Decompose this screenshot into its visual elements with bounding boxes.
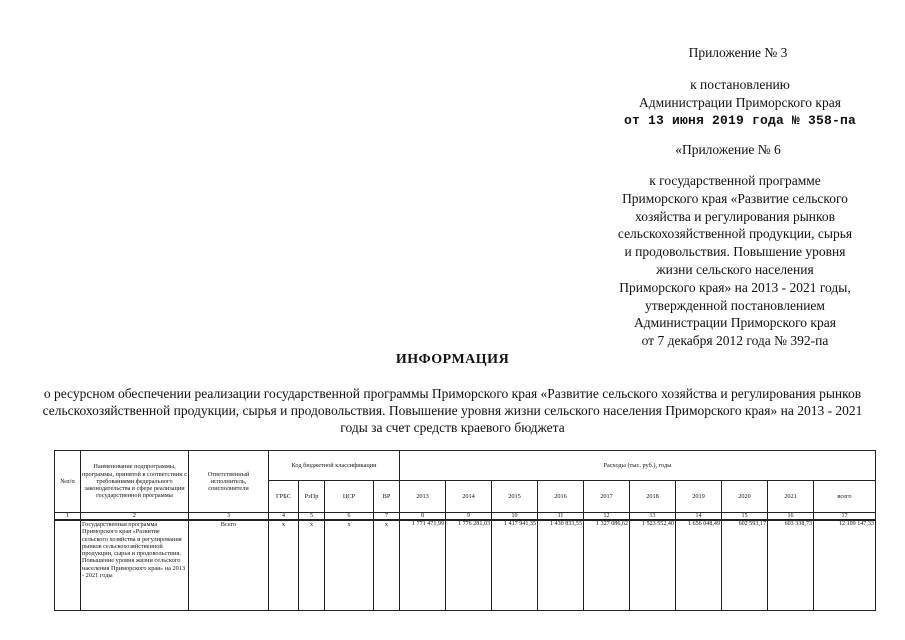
head-year: 2016 xyxy=(538,481,584,513)
col-number: 11 xyxy=(538,513,584,521)
head-year: 2018 xyxy=(630,481,676,513)
row-value: 1 771 471,99 xyxy=(400,520,446,610)
col-number: 12 xyxy=(584,513,630,521)
row-value: 1 523 552,40 xyxy=(630,520,676,610)
program-line: утвержденной постановлением xyxy=(645,297,825,313)
resolution-ref xyxy=(600,76,880,130)
to-resolution-line: к постановлению xyxy=(690,77,790,92)
column-numbers-row xyxy=(55,513,876,521)
head-budget-code: Код бюджетной классификации xyxy=(269,451,400,481)
head-code-csr: ЦСР xyxy=(325,481,374,513)
row-value: 1 430 833,55 xyxy=(538,520,584,610)
head-code-rzpr: РзПр xyxy=(299,481,325,513)
head-year: 2020 xyxy=(722,481,768,513)
administration-line: Администрации Приморского края xyxy=(639,95,841,110)
program-line: сельскохозяйственной продукции, сырья xyxy=(617,226,853,242)
row-value: 1 327 086,62 xyxy=(584,520,630,610)
head-year: 2017 xyxy=(584,481,630,513)
row-code: х xyxy=(269,520,299,610)
row-value: 602 593,17 xyxy=(722,520,768,610)
appendix-label: Приложение № 3 xyxy=(688,45,788,60)
head-year: 2015 xyxy=(492,481,538,513)
head-name: Наименование подпрограммы, программы, принятой в соответствии с требованиями федерального законодательства в сфере реализации государственной программы xyxy=(81,451,189,513)
col-number: 9 xyxy=(446,513,492,521)
program-line: Приморского края «Развитие сельского xyxy=(622,190,848,206)
col-number: 4 xyxy=(269,513,299,521)
col-number: 8 xyxy=(400,513,446,521)
col-number: 15 xyxy=(722,513,768,521)
row-value: 603 338,73 xyxy=(768,520,814,610)
col-number: 6 xyxy=(325,513,374,521)
table-row xyxy=(55,520,876,610)
head-year: 2013 xyxy=(400,481,446,513)
program-line: Администрации Приморского края xyxy=(634,315,836,331)
head-code-grbs: ГРБС xyxy=(269,481,299,513)
col-number: 14 xyxy=(676,513,722,521)
row-num xyxy=(55,520,81,610)
row-value: 1 776 281,03 xyxy=(446,520,492,610)
col-number: 13 xyxy=(630,513,676,521)
col-number: 1 xyxy=(55,513,81,521)
date-number-line: от 13 июня 2019 года № 358-па xyxy=(623,113,857,128)
col-number: 7 xyxy=(374,513,400,521)
program-line: Приморского края» на 2013 - 2021 годы, xyxy=(619,279,851,295)
document-subtitle: о ресурсном обеспечении реализации государственной программы Приморского края «Развитие сельского хозяйства и регулирования рынков сельскохозяйственной продукции, сырья и продовольствия. Повышение уровня жизни сельского населения Приморского края» на 2013 - 2021 годы за счет средств краевого бюджета xyxy=(42,386,863,435)
row-total: 12 109 147,33 xyxy=(814,520,876,610)
head-year: 2019 xyxy=(676,481,722,513)
program-reference xyxy=(594,172,876,350)
program-line: и продовольствия. Повышение уровня xyxy=(624,244,846,260)
col-number: 17 xyxy=(814,513,876,521)
row-code: х xyxy=(299,520,325,610)
col-number: 3 xyxy=(189,513,269,521)
program-line: к государственной программе xyxy=(649,173,821,188)
head-num: №п/п xyxy=(55,451,81,513)
head-total: всего xyxy=(814,481,876,513)
head-code-vr: ВР xyxy=(374,481,400,513)
row-executor: Всего xyxy=(189,520,269,610)
document-title: ИНФОРМАЦИЯ xyxy=(395,352,510,367)
row-value: 1 417 941,35 xyxy=(492,520,538,610)
col-number: 5 xyxy=(299,513,325,521)
row-value: 1 656 048,49 xyxy=(676,520,722,610)
head-executor: Ответственный исполнитель, соисполнители xyxy=(189,451,269,513)
program-line: жизни сельского населения xyxy=(656,261,814,277)
col-number: 2 xyxy=(81,513,189,521)
resource-table xyxy=(54,450,876,611)
program-line: от 7 декабря 2012 года № 392-па xyxy=(641,333,829,349)
program-line: хозяйства и регулирования рынков xyxy=(635,208,835,224)
row-code: х xyxy=(325,520,374,610)
appendix6-label: «Приложение № 6 xyxy=(675,142,781,157)
head-year: 2014 xyxy=(446,481,492,513)
head-year: 2021 xyxy=(768,481,814,513)
col-number: 16 xyxy=(768,513,814,521)
row-name: Государственная программа Приморского края «Развитие сельского хозяйства и регулирования рынков сельскохозяйственной продукции, сырья и продовольствия. Повышение уровня жизни сельского населения Приморского края» на 2013 - 2021 годы xyxy=(81,520,189,610)
head-expenses: Расходы (тыс. руб.), годы xyxy=(400,451,876,481)
col-number: 10 xyxy=(492,513,538,521)
row-code: х xyxy=(374,520,400,610)
